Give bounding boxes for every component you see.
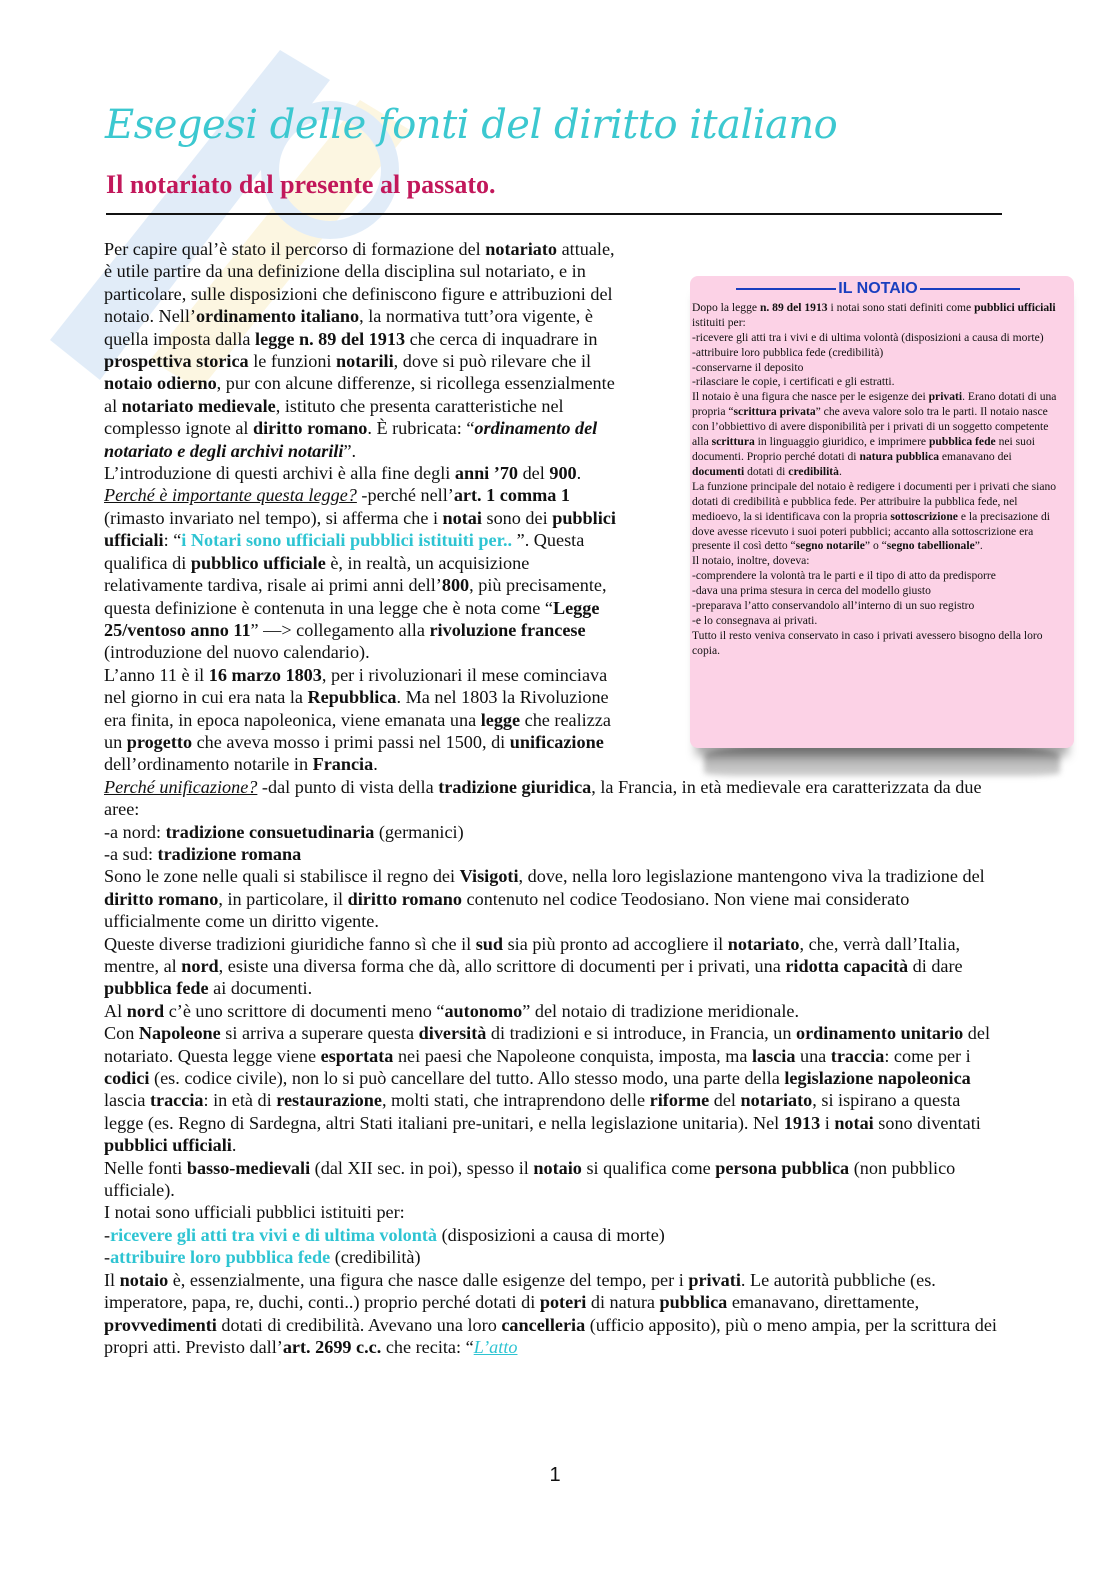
sidebox-list-item: -ricevere gli atti tra i vivi e di ultima volontà (disposizioni a causa di morte): [692, 330, 1044, 344]
paragraph: L’anno 11 è il 16 marzo 1803, per i rivoluzionari il mese cominciava nel giorno in cui era nata la Repubblica. Ma nel 1803 la Rivoluzione era finita, in epoca napoleonica, viene emanata una legge che realizza un progetto che aveva mosso i primi passi nel 1500, di unificazione dell’ordinamento notarile in Francia.: [104, 664, 611, 775]
sidebox-list-item: -conservarne il deposito: [692, 360, 804, 374]
page-number: 1: [549, 1464, 561, 1486]
sidebox-intro: Dopo la legge n. 89 del 1913 i notai sono stati definiti come pubblici ufficiali istituiti per:: [692, 300, 1056, 329]
sidebox-list-item: -comprendere la volontà tra le parti e il tipo di atto da predisporre: [692, 569, 996, 583]
sidebox-list-item: -dava una prima stesura in cerca del modello giusto: [692, 584, 931, 598]
sidebox-list-item: -e lo consegnava ai privati.: [692, 613, 818, 627]
sidebox-list-item: -preparava l’atto conservandolo all’interno di un suo registro: [692, 599, 975, 613]
main-body: [104, 238, 1004, 1358]
page-title: Esegesi delle fonti del diritto italiano: [105, 102, 838, 148]
paragraph: Nelle fonti basso-medievali (dal XII sec. in poi), spesso il notaio si qualifica come persona pubblica (non pubblico ufficiale).: [104, 1157, 956, 1201]
paragraph: Queste diverse tradizioni giuridiche fanno sì che il sud sia più pronto ad accogliere il notariato, che, verrà dall’Italia, mentre, al nord, esiste una diversa forma che dà, allo scrittore di documenti per i privati, una ridotta capacità di dare pubblica fede ai documenti.: [104, 933, 963, 999]
sidebox-paragraph: La funzione principale del notaio è redigere i documenti per i privati che siano dotati di credibilità e pubblica fede. Per attribuire la pubblica fede, nel medioevo, la si identificava con la propria sottoscrizione e la precisazione di dove avesse ricevuto i suoi poteri pubblici; accanto alla sottoscrizione era presente il così detto “segno notarile” o “segno tabellionale”.: [692, 479, 1057, 553]
atto-link[interactable]: L’atto: [473, 1336, 518, 1357]
body-narrow-column: [104, 238, 624, 776]
paragraph: L’introduzione di questi archivi è alla fine degli anni ’70 del 900.: [104, 463, 582, 484]
paragraph: I notai sono ufficiali pubblici istituiti per:: [104, 1202, 405, 1223]
paragraph: Perché unificazione? -dal punto di vista della tradizione giuridica, la Francia, in età medievale era caratterizzata da due aree:: [104, 776, 982, 820]
title-divider: [106, 213, 1002, 215]
paragraph: Il notaio è, essenzialmente, una figura che nasce dalle esigenze del tempo, per i privati. Le autorità pubbliche (es. imperatore, papa, re, duchi, conti..) proprio perché dotati di poteri di natura pubblica emanavano, direttamente, provvedimenti dotati di credibilità. Avevano una loro cancelleria (ufficio apposito), più o meno ampia, per la scrittura dei propri atti. Previsto dall’art. 2699 c.c. che recita: “L’atto: [104, 1269, 997, 1357]
paragraph: Perché è importante questa legge? -perché nell’art. 1 comma 1 (rimasto invariato nel tempo), si afferma che i notai sono dei pubblici ufficiali: “i Notari sono ufficiali pubblici istituiti per.. ”. Questa qualifica di pubblico ufficiale è, in realtà, un acquisizione relativamente tardiva, risale ai primi anni dell’800, più precisamente, questa definizione è contenuta in una legge che è nota come “Legge 25/ventoso anno 11” —> collegamento alla rivoluzione francese (introduzione del nuovo calendario).: [104, 485, 616, 663]
sidebox-list-item: -rilasciare le copie, i certificati e gli estratti.: [692, 375, 895, 389]
sidebox-paragraph: Il notaio, inoltre, doveva:: [692, 554, 810, 568]
sidebox-paragraph: Il notaio è una figura che nasce per le esigenze dei privati. Erano dotati di una propria “scrittura privata” che aveva valore solo tra le parti. Il notaio nasce con l’obbiettivo di avere disponibilità per i privati di un soggetto competente alla scrittura in linguaggio giuridico, e imprimere pubblica fede nei suoi documenti. Proprio perché dotati di natura pubblica emanavano dei documenti dotati di credibilità.: [692, 390, 1057, 478]
paragraph: -a nord: tradizione consuetudinaria (germanici): [104, 821, 464, 842]
page-subtitle: Il notariato dal presente al passato.: [106, 170, 496, 199]
sidebox-paragraph: Tutto il resto veniva conservato in caso i privati avessero bisogno della loro copia.: [692, 628, 1043, 657]
sidebox-list-item: -attribuire loro pubblica fede (credibilità): [692, 345, 884, 359]
paragraph: Con Napoleone si arriva a superare questa diversità di tradizioni e si introduce, in Francia, un ordinamento unitario del notariato. Questa legge viene esportata nei paesi che Napoleone conquista, imposta, ma lascia una traccia: come per i codici (es. codice civile), non lo si può cancellare del tutto. Allo stesso modo, una parte della legislazione napoleonica lascia traccia: in età di restaurazione, molti stati, che intraprendono delle riforme del notariato, si ispirano a questa legge (es. Regno di Sardegna, altri Stati italiani pre-unitari, e nella legislazione unitaria). Nel 1913 i notai sono diventati pubblici ufficiali.: [104, 1023, 991, 1156]
paragraph: -ricevere gli atti tra vivi e di ultima volontà (disposizioni a causa di morte): [104, 1224, 665, 1245]
paragraph: -attribuire loro pubblica fede (credibilità): [104, 1247, 421, 1268]
paragraph: -a sud: tradizione romana: [104, 843, 302, 864]
paragraph: Per capire qual’è stato il percorso di formazione del notariato attuale, è utile partire da una definizione della disciplina sul notariato, e in particolare, sulle disposizioni che definiscono figure e attribuzioni del notaio. Nell’ordinamento italiano, la normativa tutt’ora vigente, è quella imposta dalla legge n. 89 del 1913 che cerca di inquadrare in prospettiva storica le funzioni notarili, dove si può rilevare che il notaio odierno, pur con alcune differenze, si ricollega essenzialmente al notariato medievale, istituto che presenta caratteristiche nel complesso ignote al diritto romano. È rubricata: “ordinamento del notariato e degli archivi notarili”.: [104, 239, 615, 461]
sidebox-heading: IL NOTAIO: [692, 282, 1064, 297]
paragraph: Al nord c’è uno scrittore di documenti meno “autonomo” del notaio di tradizione meridionale.: [104, 1000, 800, 1021]
paragraph: Sono le zone nelle quali si stabilisce il regno dei Visigoti, dove, nella loro legislazione mantengono viva la tradizione del diritto romano, in particolare, il diritto romano contenuto nel codice Teodosiano. Non viene mai considerato ufficialmente come un diritto vigente.: [104, 866, 985, 932]
